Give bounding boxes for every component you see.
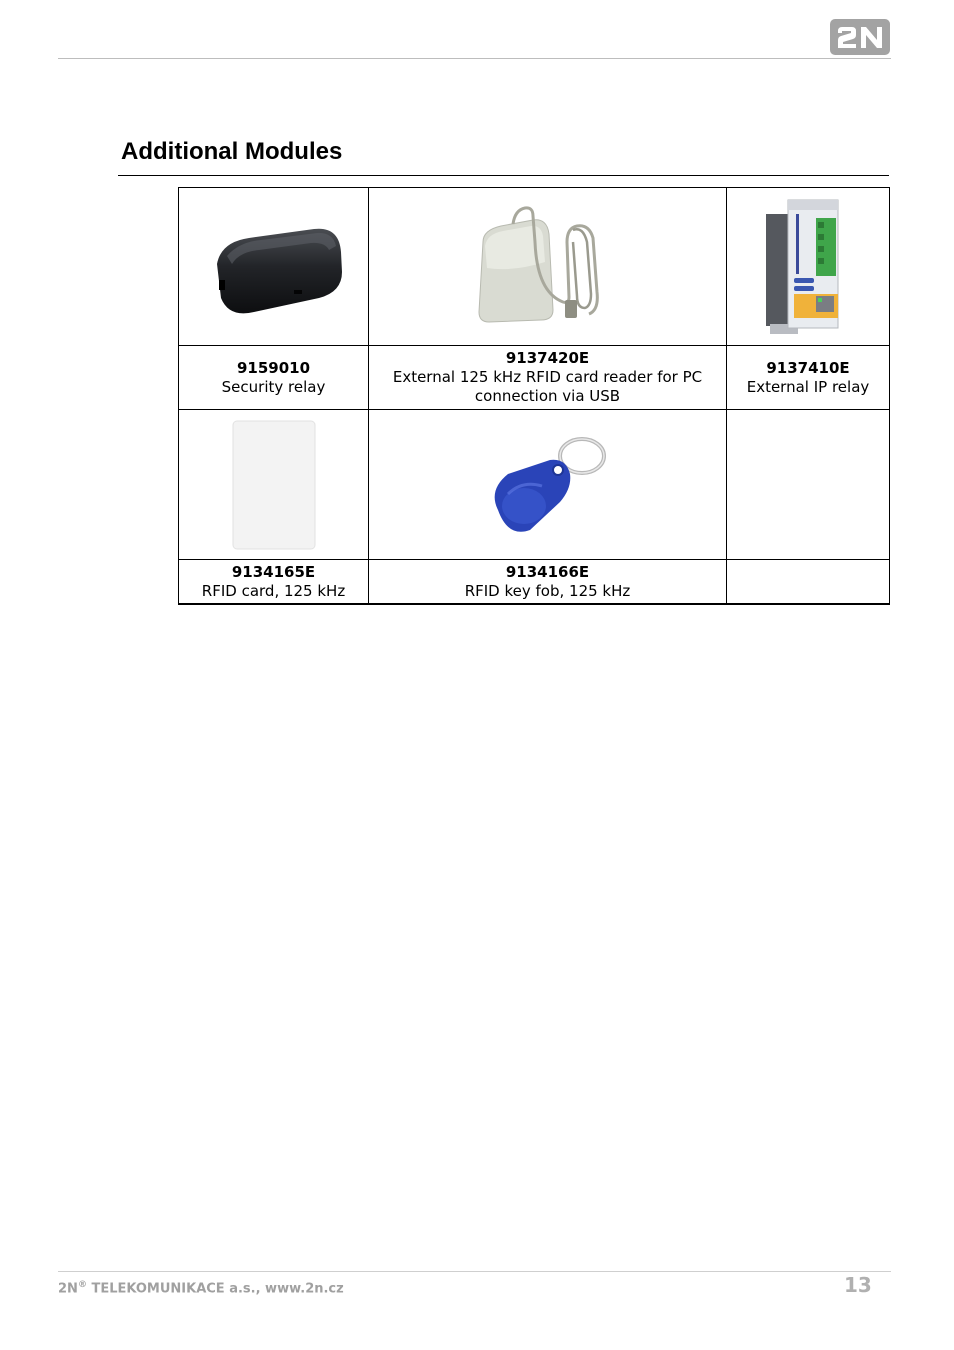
product-description: Security relay — [221, 377, 326, 396]
image-cell — [727, 188, 890, 346]
security-relay-image — [199, 212, 349, 322]
header-rule — [58, 58, 891, 59]
table-row — [179, 188, 890, 346]
2n-logo — [829, 18, 891, 56]
registered-mark: ® — [77, 1280, 87, 1290]
product-code: 9137410E — [766, 358, 850, 377]
product-description: RFID key fob, 125 kHz — [464, 581, 631, 600]
product-code: 9134165E — [231, 562, 316, 581]
image-cell — [369, 410, 727, 560]
title-rule — [118, 175, 889, 176]
table-row — [179, 410, 890, 560]
footer-company — [58, 1280, 344, 1296]
footer-company-name: TELEKOMUNIKACE a.s., www.2n.cz — [86, 1281, 344, 1297]
page-title: Additional Modules — [121, 138, 343, 165]
product-info-cell — [179, 560, 369, 605]
product-description: RFID card, 125 kHz — [201, 581, 346, 600]
product-description: External IP relay — [746, 377, 870, 396]
footer-brand: 2N — [58, 1281, 78, 1297]
modules-table — [178, 187, 890, 605]
product-info-cell — [369, 560, 727, 605]
ip-relay-image — [758, 194, 858, 339]
key-fob-image — [478, 430, 618, 540]
table-row — [179, 560, 890, 605]
empty-cell — [727, 560, 890, 605]
product-info-cell — [179, 346, 369, 410]
image-cell — [179, 410, 369, 560]
product-code: 9159010 — [236, 358, 311, 377]
product-description: External 125 kHz RFID card reader for PC connection via USB — [392, 368, 703, 405]
empty-cell — [727, 410, 890, 560]
product-info-cell — [369, 346, 727, 410]
rfid-reader-image — [473, 202, 623, 332]
product-code: 9137420E — [505, 349, 590, 367]
image-cell — [179, 188, 369, 346]
table-row — [179, 346, 890, 410]
product-code: 9134166E — [505, 562, 590, 581]
image-cell — [369, 188, 727, 346]
footer-rule — [58, 1271, 891, 1272]
product-info-cell — [727, 346, 890, 410]
rfid-card-image — [229, 417, 319, 553]
page-number: 13 — [844, 1273, 872, 1297]
